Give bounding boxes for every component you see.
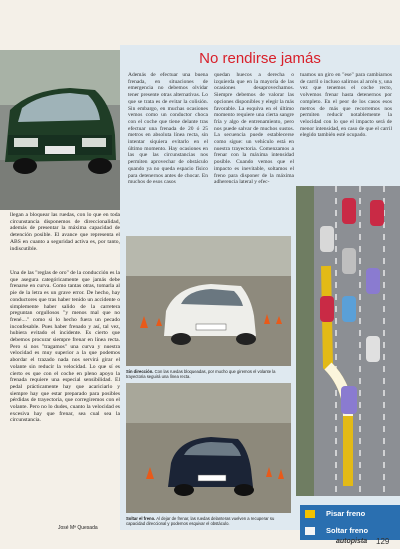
legend-brake [300,505,400,523]
white-car-caption-title: Sin dirección. [126,369,154,374]
legend-release-label: Soltar freno [326,526,369,535]
sidebar-column-3: tuamos un giro en "ese" para cambiarnos de carril o incluso salirnos al arcén y, una vez que tenemos el coche recto, volvemos frenar hasta detenernos por completo. En el peor de los casos esos metros de más que recorremos nos permiten reducir notablemente la velocidad con lo que el impacto será de menor intensidad, en caso de que el carril elegido también esté ocupado. [300,72,392,139]
dark-car-caption-title: Soltar el freno. [126,516,156,521]
brake-swatch [305,510,315,518]
green-car-photo [0,50,120,210]
dark-car-photo [126,383,291,513]
legend-brake-label: Pisar freno [326,509,366,518]
magazine-logo: autopista [336,538,368,545]
white-car-caption [126,369,291,379]
article-paragraph-1: llegan a bloquear las ruedas, con lo que en toda circunstancia disponemos de direccionalidad, además de presentar la máxima capacidad de detención posible. El avance que representa el ABS en cuanto a seguridad activa es, por tanto, indiscutible. [10,212,120,252]
road-diagram [296,186,400,496]
dark-car-caption [126,516,291,526]
article-paragraph-2: Una de las "reglas de oro" de la conducción es la que asegura categóricamente que jamás debe frenarse en curva. Como tantas otras, tomarla al pie de la letra es un grave error. De hecho, hay conductores que tras haber tenido un accidente o simplemente haber salido de la carretera preguntan orgullosos "y menos mal que no frené...." como si lo hecho fuera un pecado inconfesable. Pues haber frenado y así, tal vez, hubiera evitado el incidente. Es cierto que debemos procurar siempre frenar en línea recta. Pero si nos "tragamos" una curva y nuestra velocidad es muy superior a la que podemos abordar el trazado nada nos servirá girar el volante sin reducir la velocidad. Lo que sí es cierto es que con el coche en pleno apoyo la frenada requiere una especial sensibilidad. El pedal prácticamente hay que acariciarlo y siempre hay que estar preparado para posibles pérdidas de trayectoria, que corregiremos con el volante. Pero no lo dudes, cuanto la velocidad es excesiva hay que frenar, sea cual sea la circunstancia. [10,270,120,424]
white-car-caption-text: Con las ruedas bloqueadas, por mucho que giremos el volante la trayectoria seguirá una línea recta. [126,369,276,380]
sidebar-title: No rendirse jamás [199,50,321,67]
dark-car-caption-text: Al dejar de frenar, las ruedas delanteras vuelven a recuperar su capacidad direccional y podemos esquivar el obstáculo. [126,516,275,527]
sidebar-column-2: quedan huecos a derecha o izquierda que en la mayoría de las ocasiones desaprovechamos. Siempre debemos de valorar las opciones disponibles y elegir la más favorable. La esquiva en el último momento requiere una cierta sangre fría y algo de entrenamiento, pero nos puede salvar de muchos sustos. La secuencia puede establecerse como sigue: un vehículo está en nuestra trayectoria. Comenzamos a frenar con la máxima intensidad posible. Cuando vemos que el impacto es inevitable, soltamos el freno para disponer de la máxima adherencia lateral y efec- [214,72,294,186]
release-swatch [305,527,315,535]
sidebar-column-1: Además de efectuar una buena frenada, en situaciones de emergencia no debemos olvidar tener presente otras alternativas. Lo que se trata es de evitar la colisión. Sin embargo, en muchas ocasiones vemos como un conductor choca con el coche que tiene delante tras efectuar una frenada de 20 ó 25 metros en absoluta línea recta, sin intentar siquiera evitarlo en el último momento. Hay ocasiones en las que las circunstancias nos permiten aprovechar de obstáculo quando ya no queda espacio físico para detenernos antes de chocar. En muchos de esos casos [128,72,208,186]
author: José Mª Quesada [58,525,98,531]
white-car-photo [126,236,291,366]
page-number: 129 [376,537,390,546]
